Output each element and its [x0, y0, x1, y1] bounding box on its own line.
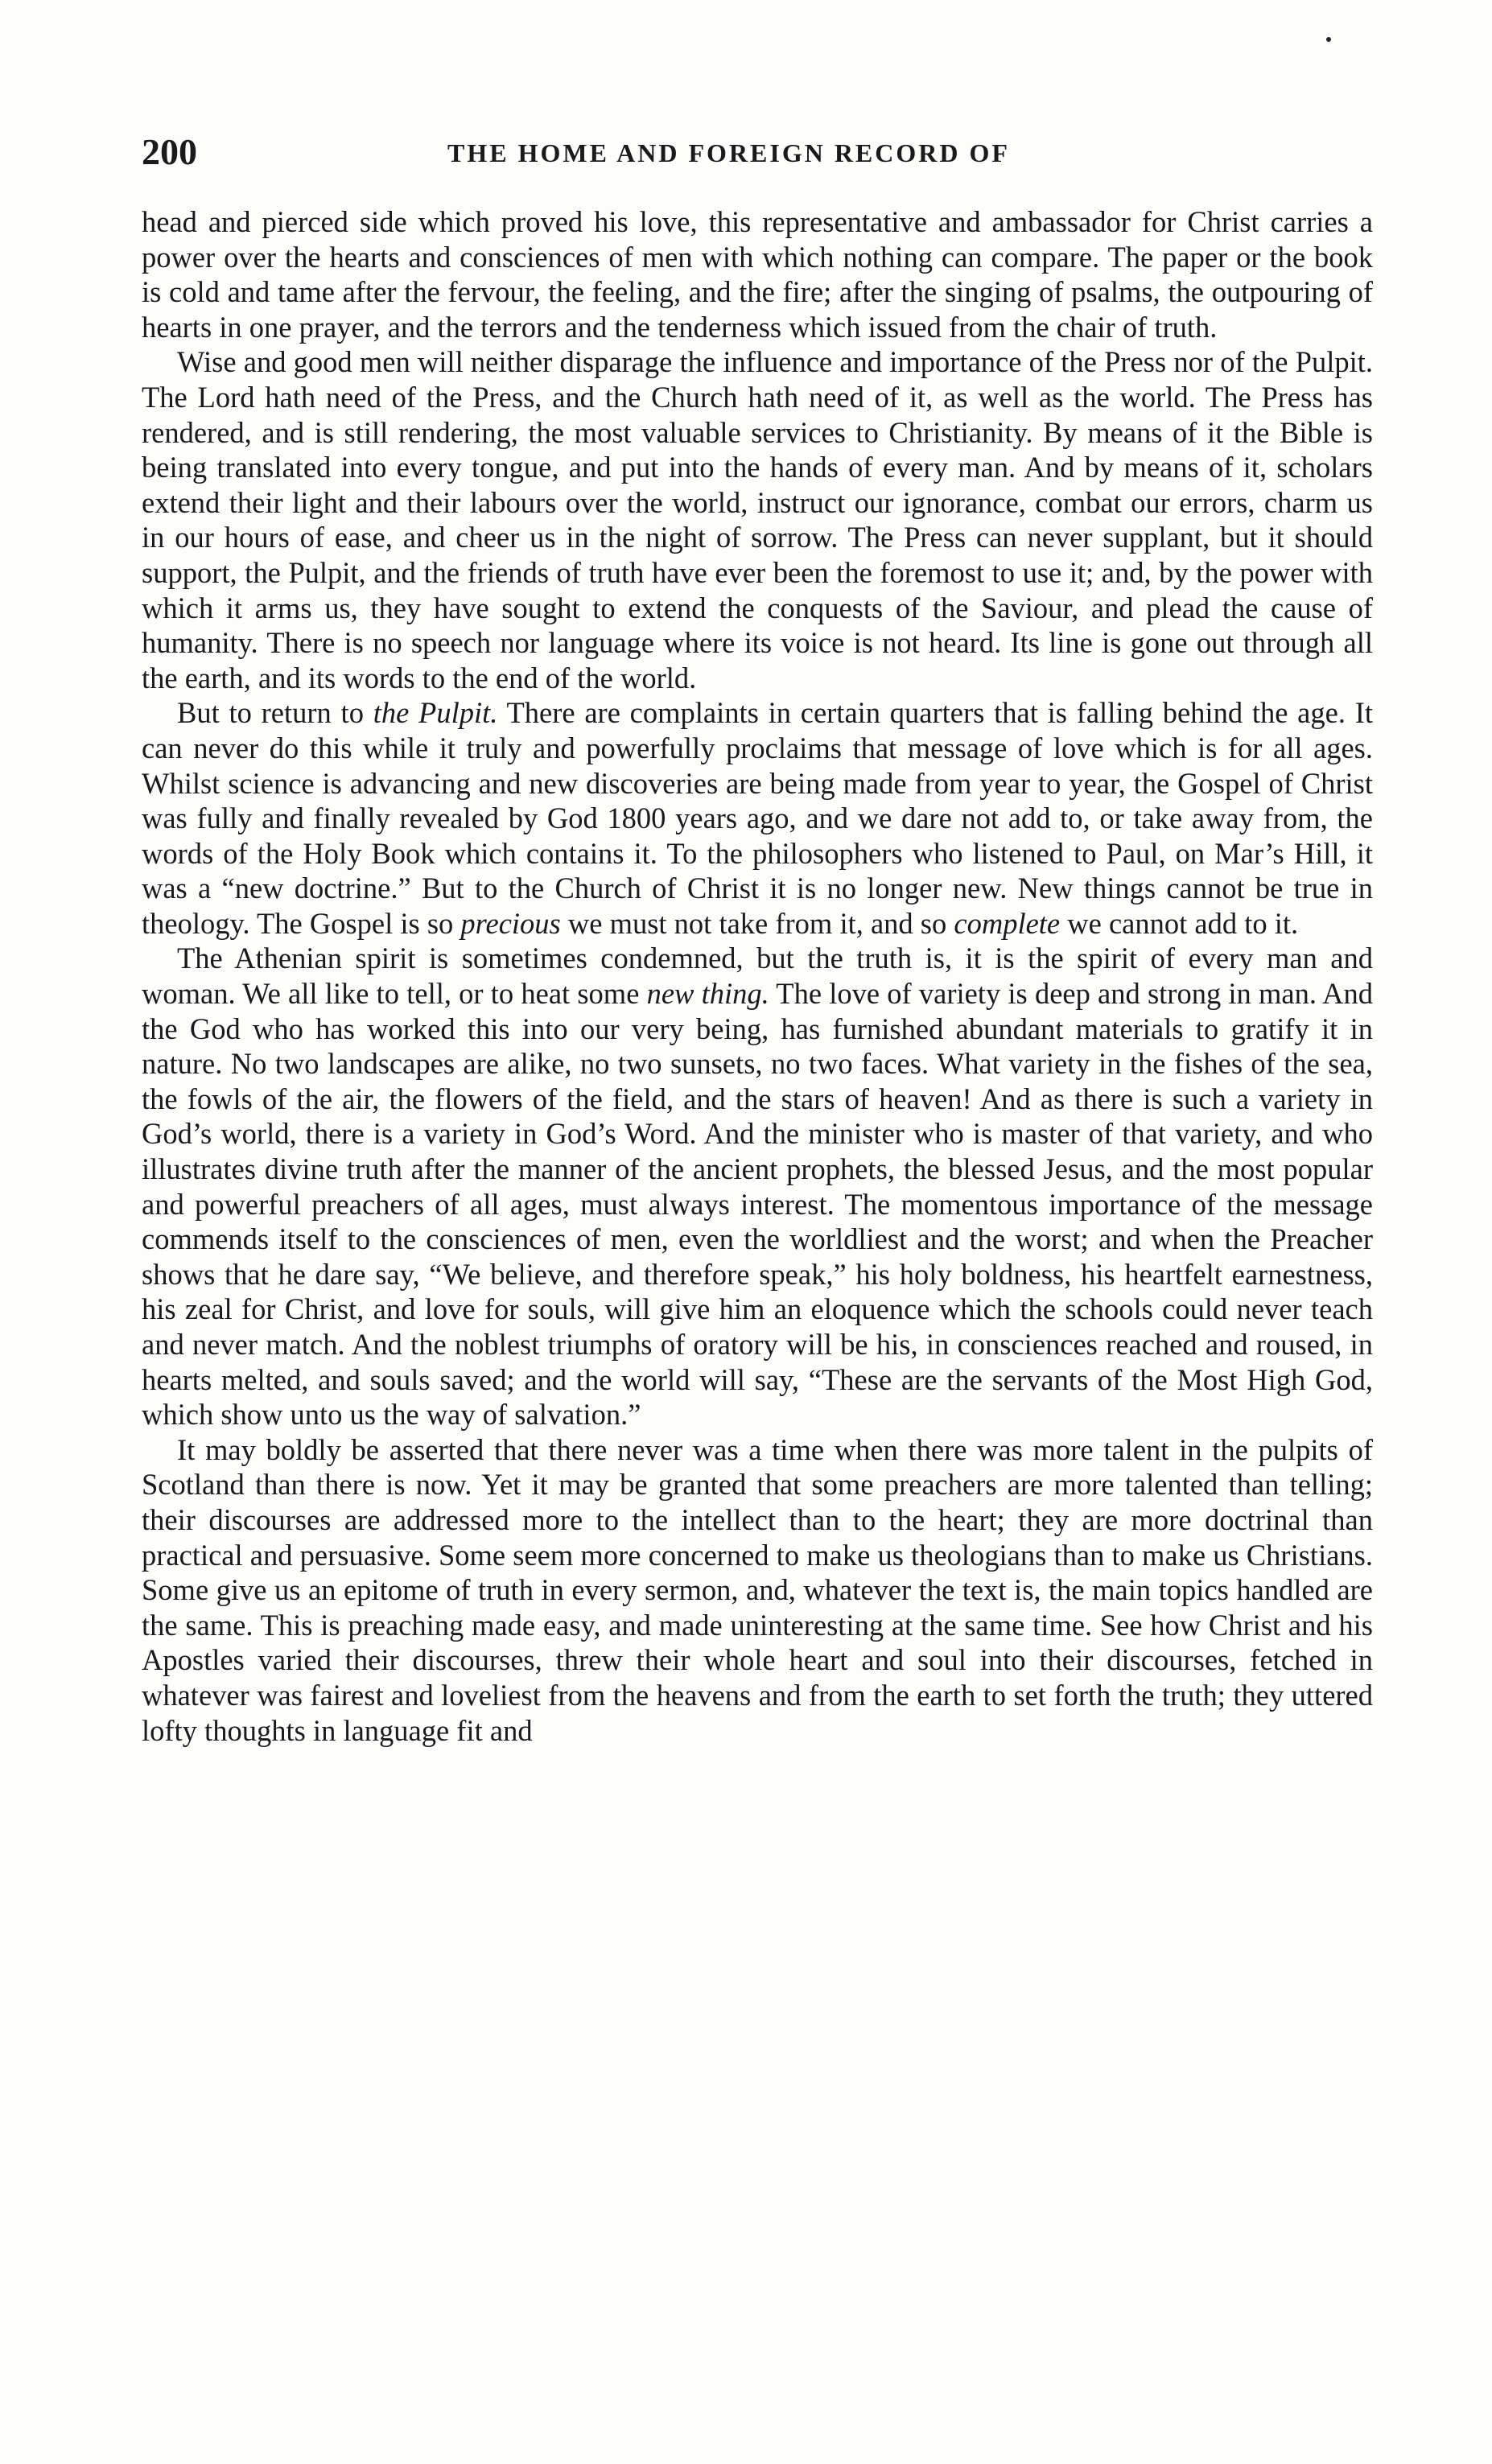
text-run: we cannot add to it. [1060, 906, 1299, 940]
paragraph-2 [142, 344, 1373, 695]
text-run: head and pierced side which proved his love, this representative and ambassador for Christ carries a power over the hearts and consciences of men with which nothing can compare. The paper or the book is cold and tame after the fervour, the feeling, and the fire; after the singing of psalms, the outpouring of hearts in one prayer, and the terrors and the tenderness which issued from the chair of truth. [142, 205, 1373, 344]
paragraph-5 [142, 1432, 1373, 1748]
text-run: It may boldly be asserted that there never was a time when there was more talent in the pulpits of Scotland than there is now. Yet it may be granted that some preachers are more talented than telling; their discourses are addressed more to the intellect than to the heart; they are more doctrinal than practical and persuasive. Some seem more concerned to make us theologians than to make us Christians. Some give us an epitome of truth in every sermon, and, whatever the text is, the main topics handled are the same. This is preaching made easy, and made uninteresting at the same time. See how Christ and his Apostles varied their discourses, threw their whole heart and soul into their discourses, fetched in whatever was fairest and loveliest from the heavens and from the earth to set forth the truth; they uttered lofty thoughts in language fit and [142, 1432, 1373, 1747]
page-header [142, 130, 1373, 179]
page-number: 200 [142, 131, 197, 172]
italic-run: the Pulpit. [373, 696, 498, 730]
ink-speck [1326, 37, 1331, 42]
paragraph-1 [142, 204, 1373, 344]
text-run: we must not take from it, and so [560, 906, 954, 940]
text-run: The love of variety is deep and strong in man. And the God who has worked this into our very being, has furnished abundant materials to gratify it in nature. No two landscapes are alike, no two sunsets, no two faces. What variety in the fishes of the sea, the fowls of the air, the flowers of the field, and the stars of heaven! And as there is such a variety in God’s world, there is a variety in God’s Word. And the minister who is master of that variety, and who illustrates divine truth after the manner of the ancient prophets, the blessed Jesus, and the most popular and powerful preachers of all ages, must always interest. The momentous importance of the message commends itself to the consciences of men, even the worldliest and the worst; and when the Preacher shows that he dare say, “We believe, and therefore speak,” his holy boldness, his heartfelt earnestness, his zeal for Christ, and love for souls, will give him an eloquence which the schools could never teach and never match. And the noblest triumphs of oratory will be his, in consciences reached and roused, in hearts melted, and souls saved; and the world will say, “These are the servants of the Most High God, which show unto us the way of salvation.” [142, 977, 1373, 1432]
paragraph-3 [142, 695, 1373, 941]
text-run: But to return to [177, 696, 373, 730]
body-text [142, 204, 1373, 1748]
text-run: Wise and good men will neither disparage the influence and importance of the Press nor of the Pulpit. The Lord hath need of the Press, and the Church hath need of it, as well as the world. The Press has rendered, and is still rendering, the most valuable services to Christianity. By means of it the Bible is being translated into every tongue, and put into the hands of every man. And by means of it, scholars extend their light and their labours over the world, instruct our ignorance, combat our errors, charm us in our hours of ease, and cheer us in the night of sorrow. The Press can never supplant, but it should support, the Pulpit, and the friends of truth have ever been the foremost to use it; and, by the power with which it arms us, they have sought to extend the conquests of the Saviour, and plead the cause of humanity. There is no speech nor language where its voice is not heard. Its line is gone out through all the earth, and its words to the end of the world. [142, 345, 1373, 694]
text-run: There are complaints in certain quarters that is falling behind the age. It can never do this while it truly and powerfully proclaims that message of love which is for all ages. Whilst science is advancing and new discoveries are being made from year to year, the Gospel of Christ was fully and finally revealed by God 1800 years ago, and we dare not add to, or take away from, the words of the Holy Book which contains it. To the philosophers who listened to Paul, on Mar’s Hill, it was a “new doctrine.” But to the Church of Christ it is no longer new. New things cannot be true in theology. The Gospel is so [142, 696, 1374, 940]
italic-run: complete [954, 906, 1061, 940]
paragraph-4 [142, 941, 1373, 1432]
italic-run: precious [460, 906, 561, 940]
text-run: The Athenian spirit is sometimes condemned, but the truth is, it is the spirit of every man and woman. We all like to tell, or to heat some [142, 942, 1373, 1011]
italic-run: new thing. [646, 977, 769, 1011]
running-title: THE HOME AND FOREIGN RECORD OF [447, 138, 1010, 167]
